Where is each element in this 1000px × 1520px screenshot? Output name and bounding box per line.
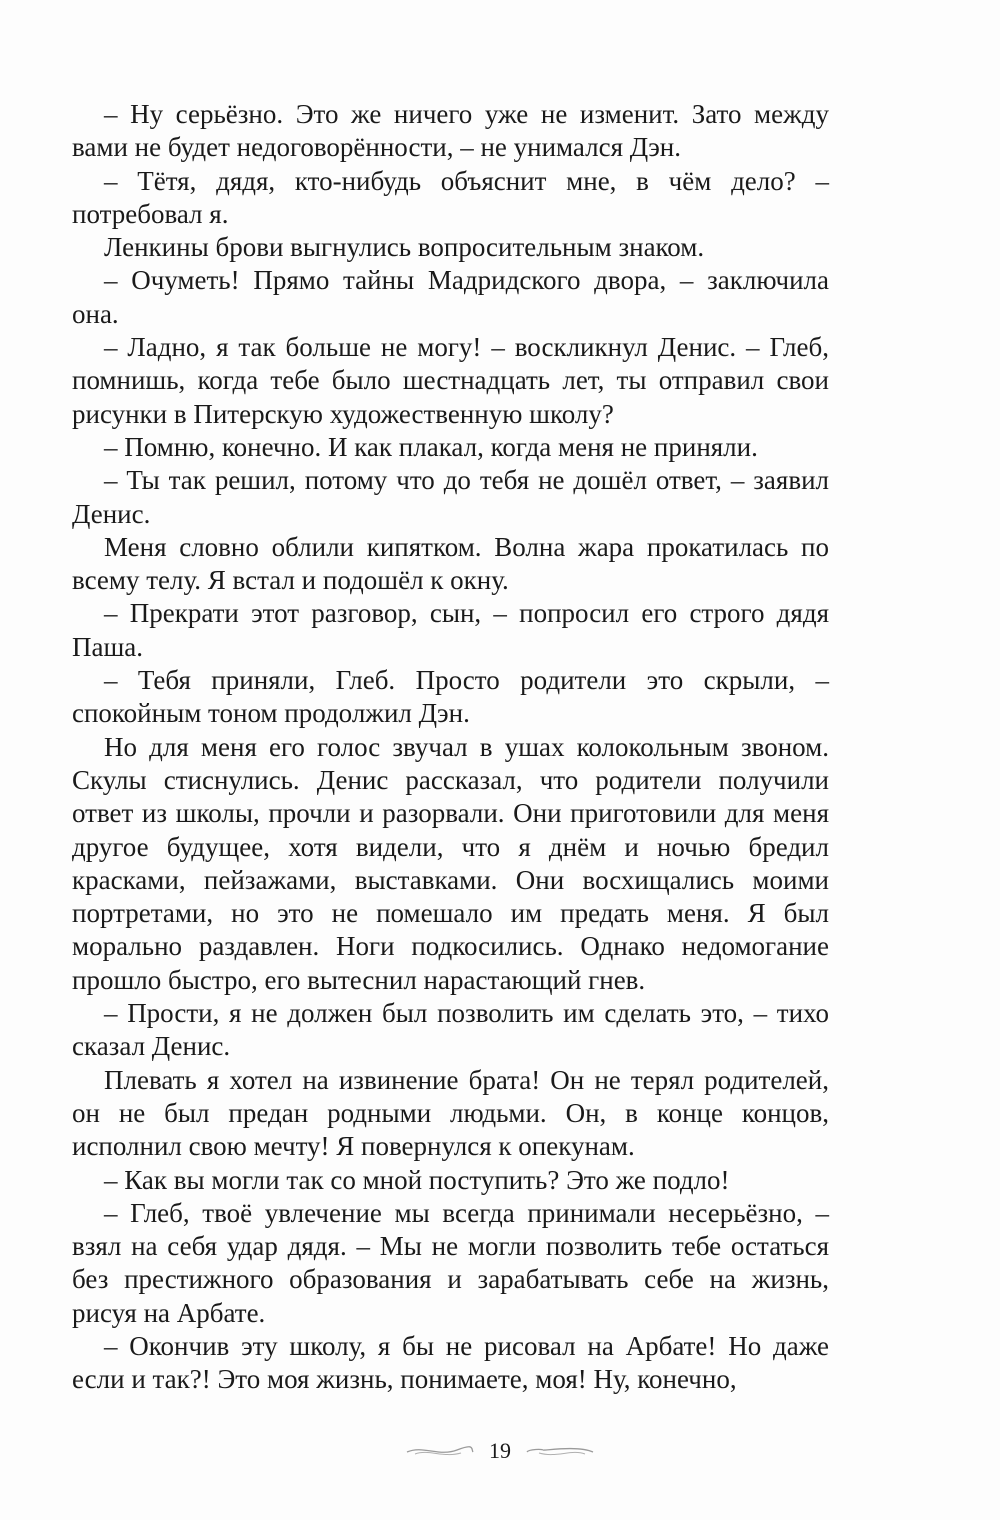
left-flourish-icon — [405, 1443, 475, 1459]
paragraph-1: – Ну серьёзно. Это же ничего уже не изменит. Зато между вами не будет недоговорённости, – не унимался Дэн. — [72, 99, 829, 163]
paragraph-6: – Помню, конечно. И как плакал, когда меня не приняли. — [104, 431, 758, 462]
paragraph-11: Но для меня его голос звучал в ушах колокольным звоном. Скулы стиснулись. Денис рассказал, что родители получили ответ из школы, прочли и разорвали. Они приготовили для меня другое будущее, хотя видели, что я днём и ночью бредил красками, пейзажами, выставками. Они восхищались моими портретами, но это не помешало им предать меня. Я был морально раздавлен. Ноги подкосились. Однако недомогание прошло быстро, его вытеснил нарастающий гнев. — [72, 731, 829, 995]
paragraph-13: Плевать я хотел на извинение брата! Он не терял родителей, он не был предан родными людьми. Он, в конце концов, исполнил свою мечту! Я повернулся к опекунам. — [72, 1064, 829, 1162]
right-flourish-icon — [525, 1443, 595, 1459]
paragraph-16: – Окончив эту школу, я бы не рисовал на Арбате! Но даже если и так?! Это моя жизнь, понимаете, моя! Ну, конечно, — [72, 1330, 829, 1395]
paragraph-2: – Тётя, дядя, кто-нибудь объяснит мне, в чём дело? – потребовал я. — [72, 165, 829, 229]
page-footer — [0, 1431, 1000, 1471]
paragraph-5: – Ладно, я так больше не могу! – воскликнул Денис. – Глеб, помнишь, когда тебе было шестнадцать лет, ты отправил свои рисунки в Питерскую художественную школу? — [72, 332, 829, 429]
paragraph-3: Ленкины брови выгнулись вопросительным знаком. — [104, 232, 705, 263]
paragraph-10: – Тебя приняли, Глеб. Просто родители это скрыли, – спокойным тоном продолжил Дэн. — [72, 665, 829, 729]
paragraph-9: – Прекрати этот разговор, сын, – попросил его строго дядя Паша. — [72, 598, 829, 662]
paragraph-8: Меня словно облили кипятком. Волна жара прокатилась по всему телу. Я встал и подошёл к окну. — [72, 531, 829, 596]
page-number: 19 — [489, 1438, 511, 1463]
body-text — [72, 98, 829, 1397]
paragraph-12: – Прости, я не должен был позволить им сделать это, – тихо сказал Денис. — [72, 998, 829, 1062]
paragraph-15: – Глеб, твоё увлечение мы всегда принимали несерьёзно, – взял на себя удар дядя. – Мы не могли позволить тебе остаться без престижного образования и зарабатывать себе на жизнь, рисуя на Арбате. — [72, 1197, 829, 1328]
paragraph-4: – Очуметь! Прямо тайны Мадридского двора, – заключила она. — [72, 265, 829, 329]
paragraph-14: – Как вы могли так со мной поступить? Это же подло! — [104, 1164, 730, 1195]
paragraph-7: – Ты так решил, потому что до тебя не дошёл ответ, – заявил Денис. — [72, 465, 829, 529]
